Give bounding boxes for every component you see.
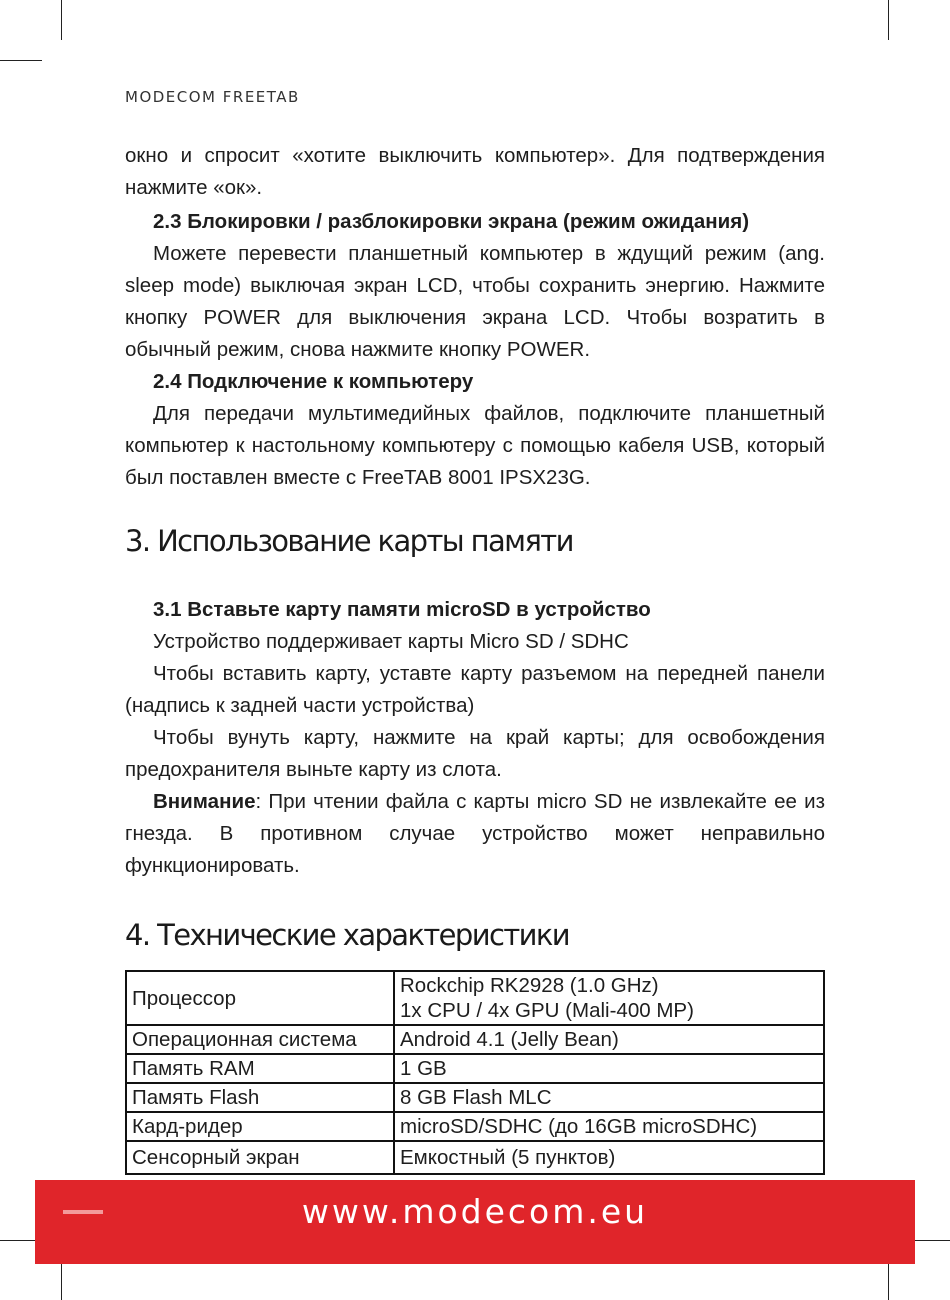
section-3-1-p2: Чтобы вставить карту, уставте карту разъемом на передней панели (надпись к задней части устройства) — [125, 662, 825, 717]
intro-paragraph: окно и спросит «хотите выключить компьютер». Для подтверждения нажмите «ок». — [125, 144, 825, 199]
spec-value: microSD/SDHC (до 16GB microSDHC) — [394, 1112, 824, 1141]
running-header: MODECOM FREETAB — [125, 88, 300, 106]
table-row — [126, 1025, 824, 1054]
table-row — [126, 1083, 824, 1112]
table-row — [126, 971, 824, 1025]
section-3-1-title: 3.1 Вставьте карту памяти microSD в устройство — [153, 598, 651, 621]
crop-mark-bottom-left-v — [61, 1262, 62, 1300]
crop-mark-top-left-v — [61, 0, 62, 40]
page-content — [125, 140, 825, 1175]
section-3-1-p3: Чтобы вунуть карту, нажмите на край карты; для освобождения предохранителя выньте карту из слота. — [125, 726, 825, 781]
warning-label: Внимание — [153, 790, 256, 813]
spec-value: Емкостный (5 пунктов) — [394, 1141, 824, 1174]
section-3-1-p1: Устройство поддерживает карты Micro SD / SDHC — [153, 630, 629, 653]
table-row — [126, 1112, 824, 1141]
footer-band — [35, 1180, 915, 1264]
specs-table — [125, 970, 825, 1175]
crop-mark-top-left-h — [0, 60, 42, 61]
spec-value: Android 4.1 (Jelly Bean) — [394, 1025, 824, 1054]
spec-value-line2: 1x CPU / 4x GPU (Mali-400 MP) — [400, 999, 694, 1022]
crop-mark-bottom-right-h — [912, 1240, 950, 1241]
warning-paragraph — [125, 786, 825, 882]
spec-value: 8 GB Flash MLC — [394, 1083, 824, 1112]
spec-key: Операционная система — [126, 1025, 394, 1054]
section-2-4-body: Для передачи мультимедийных файлов, подключите планшетный компьютер к настольному компьютеру с помощью кабеля USB, который был поставлен вместе с FreeTAB 8001 IPSX23G. — [125, 402, 825, 489]
warning-text: : При чтении файла с карты micro SD не извлекайте ее из гнезда. В противном случае устройство может неправильно функционировать. — [125, 790, 825, 877]
section-4-heading: 4. Технические характеристики — [125, 918, 570, 952]
section-2-3-body: Можете перевести планшетный компьютер в ждущий режим (ang. sleep mode) выключая экран LCD, чтобы сохранить энергию. Нажмите кнопку POWER для выключения экрана LCD. Чтобы возратить в обычный режим, снова нажмите кнопку POWER. — [125, 242, 825, 361]
table-row — [126, 1054, 824, 1083]
section-3-heading: 3. Использование карты памяти — [125, 524, 573, 558]
spec-key: Сенсорный экран — [126, 1141, 394, 1174]
spec-key: Память RAM — [126, 1054, 394, 1083]
crop-mark-bottom-right-v — [888, 1262, 889, 1300]
spec-key: Процессор — [126, 971, 394, 1025]
spec-key: Память Flash — [126, 1083, 394, 1112]
spec-key: Кард-ридер — [126, 1112, 394, 1141]
table-row — [126, 1141, 824, 1174]
spec-value: 1 GB — [394, 1054, 824, 1083]
crop-mark-top-right-v — [888, 0, 889, 40]
section-2-3-title: 2.3 Блокировки / разблокировки экрана (режим ожидания) — [153, 210, 750, 233]
footer-url[interactable]: www.modecom.eu — [301, 1192, 649, 1231]
spec-value-line1: Rockchip RK2928 (1.0 GHz) — [400, 974, 659, 997]
spec-value — [394, 971, 824, 1025]
section-2-4-title: 2.4 Подключение к компьютеру — [153, 370, 474, 393]
